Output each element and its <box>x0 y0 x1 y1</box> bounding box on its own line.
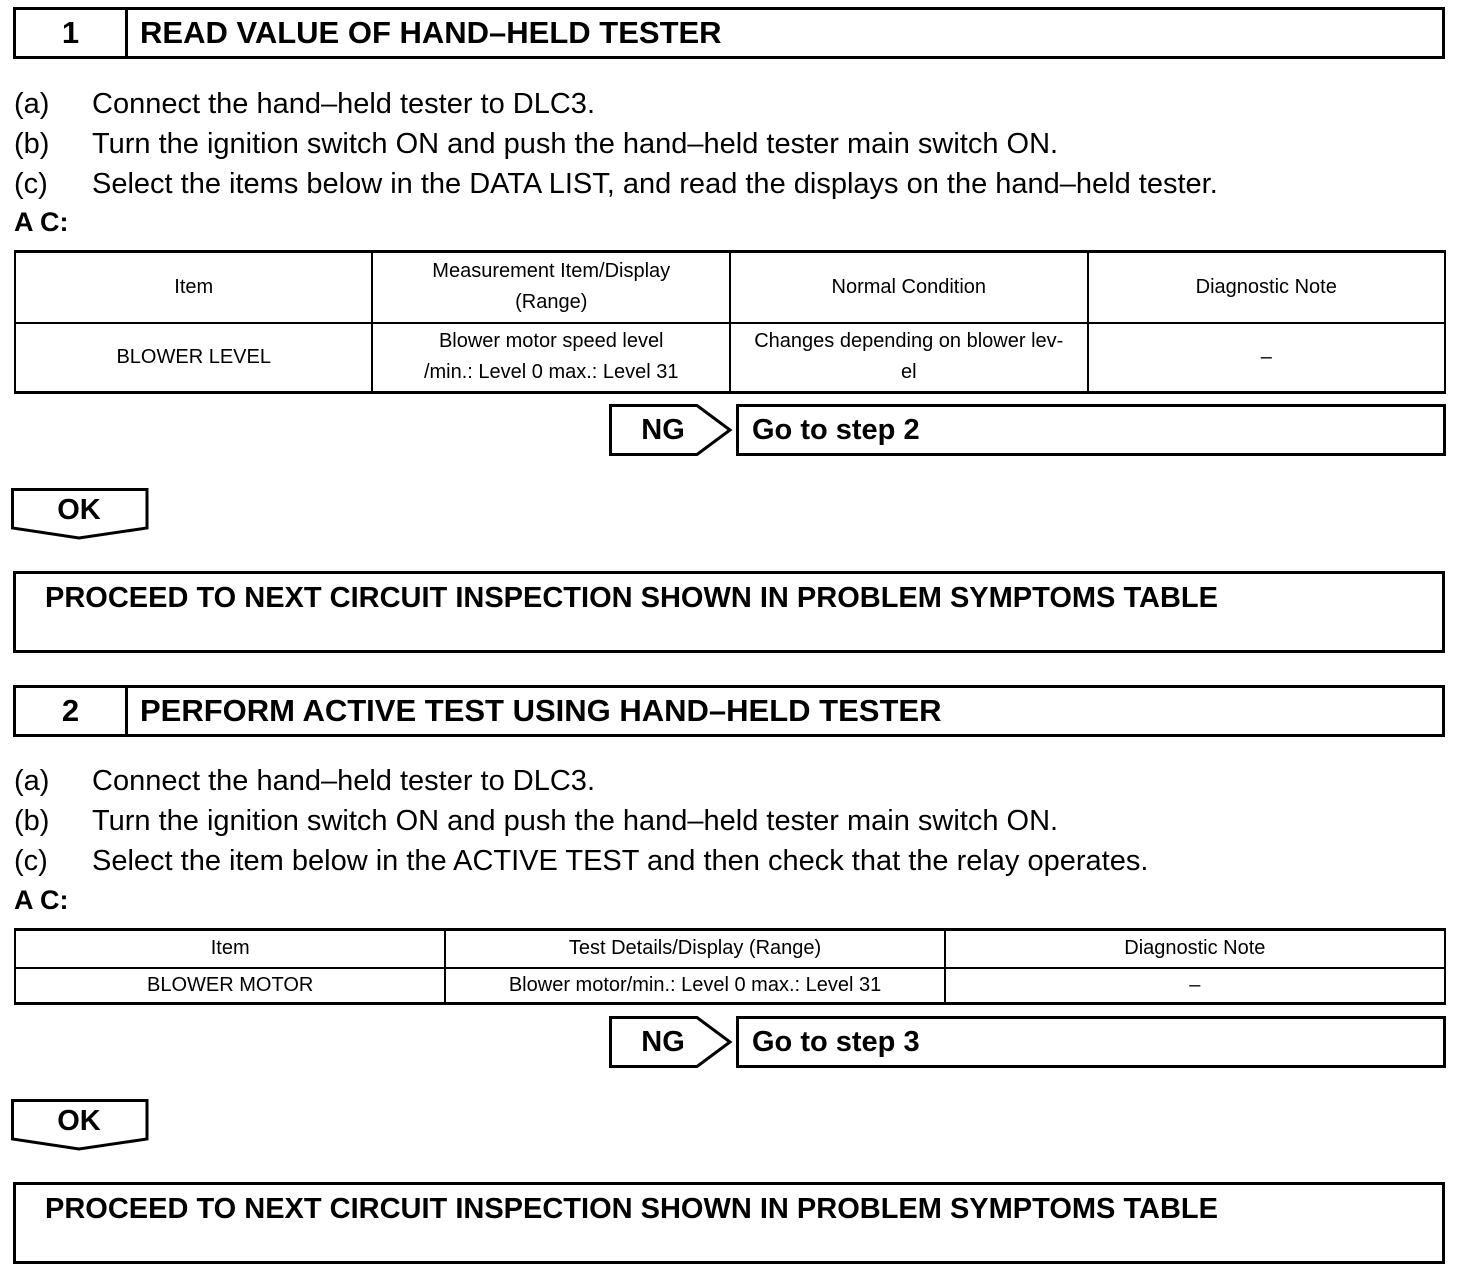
instruction-label: (b) <box>14 128 50 160</box>
step-1-header <box>13 7 1445 59</box>
ok-arrow <box>11 1099 151 1153</box>
instruction-c <box>14 164 1218 204</box>
instruction-b <box>14 801 1058 841</box>
ok-label: OK <box>57 1104 101 1137</box>
table-cell: Blower motor/min.: Level 0 max.: Level 31 <box>445 968 944 1004</box>
step-number: 1 <box>16 10 128 56</box>
ng-arrow <box>609 404 733 456</box>
ok-label: OK <box>57 493 101 526</box>
ng-label: NG <box>641 1025 685 1058</box>
instruction-c <box>14 841 1148 881</box>
table-cell: BLOWER MOTOR <box>15 968 445 1004</box>
header-line: Measurement Item/Display <box>432 260 671 283</box>
ng-arrow <box>609 1016 733 1068</box>
table-header-row <box>15 930 1445 968</box>
instruction-label: (a) <box>14 765 50 797</box>
ac-label: A C: <box>14 885 69 915</box>
proceed-box: PROCEED TO NEXT CIRCUIT INSPECTION SHOWN IN PROBLEM SYMPTOMS TABLE <box>13 571 1445 653</box>
header-line: (Range) <box>515 291 588 314</box>
go-to-step-2[interactable]: Go to step 2 <box>736 404 1446 456</box>
instruction-text: Connect the hand–held tester to DLC3. <box>92 88 595 120</box>
step-number: 2 <box>16 688 128 734</box>
cell-line: Changes depending on blower lev- <box>754 330 1064 353</box>
instruction-label: (a) <box>14 88 50 120</box>
cell-line: el <box>900 361 917 384</box>
cell-line: Blower motor speed level <box>438 330 664 353</box>
table-header-cell: Normal Condition <box>730 252 1087 323</box>
instruction-a <box>14 761 595 801</box>
instruction-text: Select the items below in the DATA LIST, and read the displays on the hand–held tester. <box>92 168 1218 200</box>
instruction-text: Connect the hand–held tester to DLC3. <box>92 765 595 797</box>
ok-arrow <box>11 488 151 542</box>
table-cell <box>730 323 1087 393</box>
data-list-table <box>14 250 1446 394</box>
instruction-a <box>14 84 595 124</box>
table-row <box>15 968 1445 1004</box>
ac-label: A C: <box>14 207 69 237</box>
step-title: PERFORM ACTIVE TEST USING HAND–HELD TESTER <box>140 693 942 728</box>
table-header-cell: Diagnostic Note <box>1088 252 1446 323</box>
table-header-cell: Test Details/Display (Range) <box>445 930 944 968</box>
table-header-cell <box>372 252 730 323</box>
go-to-step-3[interactable]: Go to step 3 <box>736 1016 1446 1068</box>
active-test-table <box>14 928 1446 1005</box>
table-cell: – <box>945 968 1445 1004</box>
table-cell <box>372 323 730 393</box>
table-header-cell: Diagnostic Note <box>945 930 1445 968</box>
step-title: READ VALUE OF HAND–HELD TESTER <box>140 15 722 50</box>
table-cell: – <box>1088 323 1446 393</box>
instruction-label: (b) <box>14 805 50 837</box>
table-header-row <box>15 252 1445 323</box>
instruction-label: (c) <box>14 845 48 877</box>
table-header-cell: Item <box>15 930 445 968</box>
cell-line: /min.: Level 0 max.: Level 31 <box>423 361 679 384</box>
step-2-header <box>13 685 1445 737</box>
ng-label: NG <box>641 413 685 446</box>
instruction-text: Select the item below in the ACTIVE TEST and then check that the relay operates. <box>92 845 1149 877</box>
instruction-b <box>14 124 1058 164</box>
table-row <box>15 323 1445 393</box>
instruction-label: (c) <box>14 168 48 200</box>
proceed-box: PROCEED TO NEXT CIRCUIT INSPECTION SHOWN IN PROBLEM SYMPTOMS TABLE <box>13 1182 1445 1264</box>
table-header-cell: Item <box>15 252 372 323</box>
table-cell: BLOWER LEVEL <box>15 323 372 393</box>
instruction-text: Turn the ignition switch ON and push the hand–held tester main switch ON. <box>92 805 1059 837</box>
instruction-text: Turn the ignition switch ON and push the hand–held tester main switch ON. <box>92 128 1059 160</box>
